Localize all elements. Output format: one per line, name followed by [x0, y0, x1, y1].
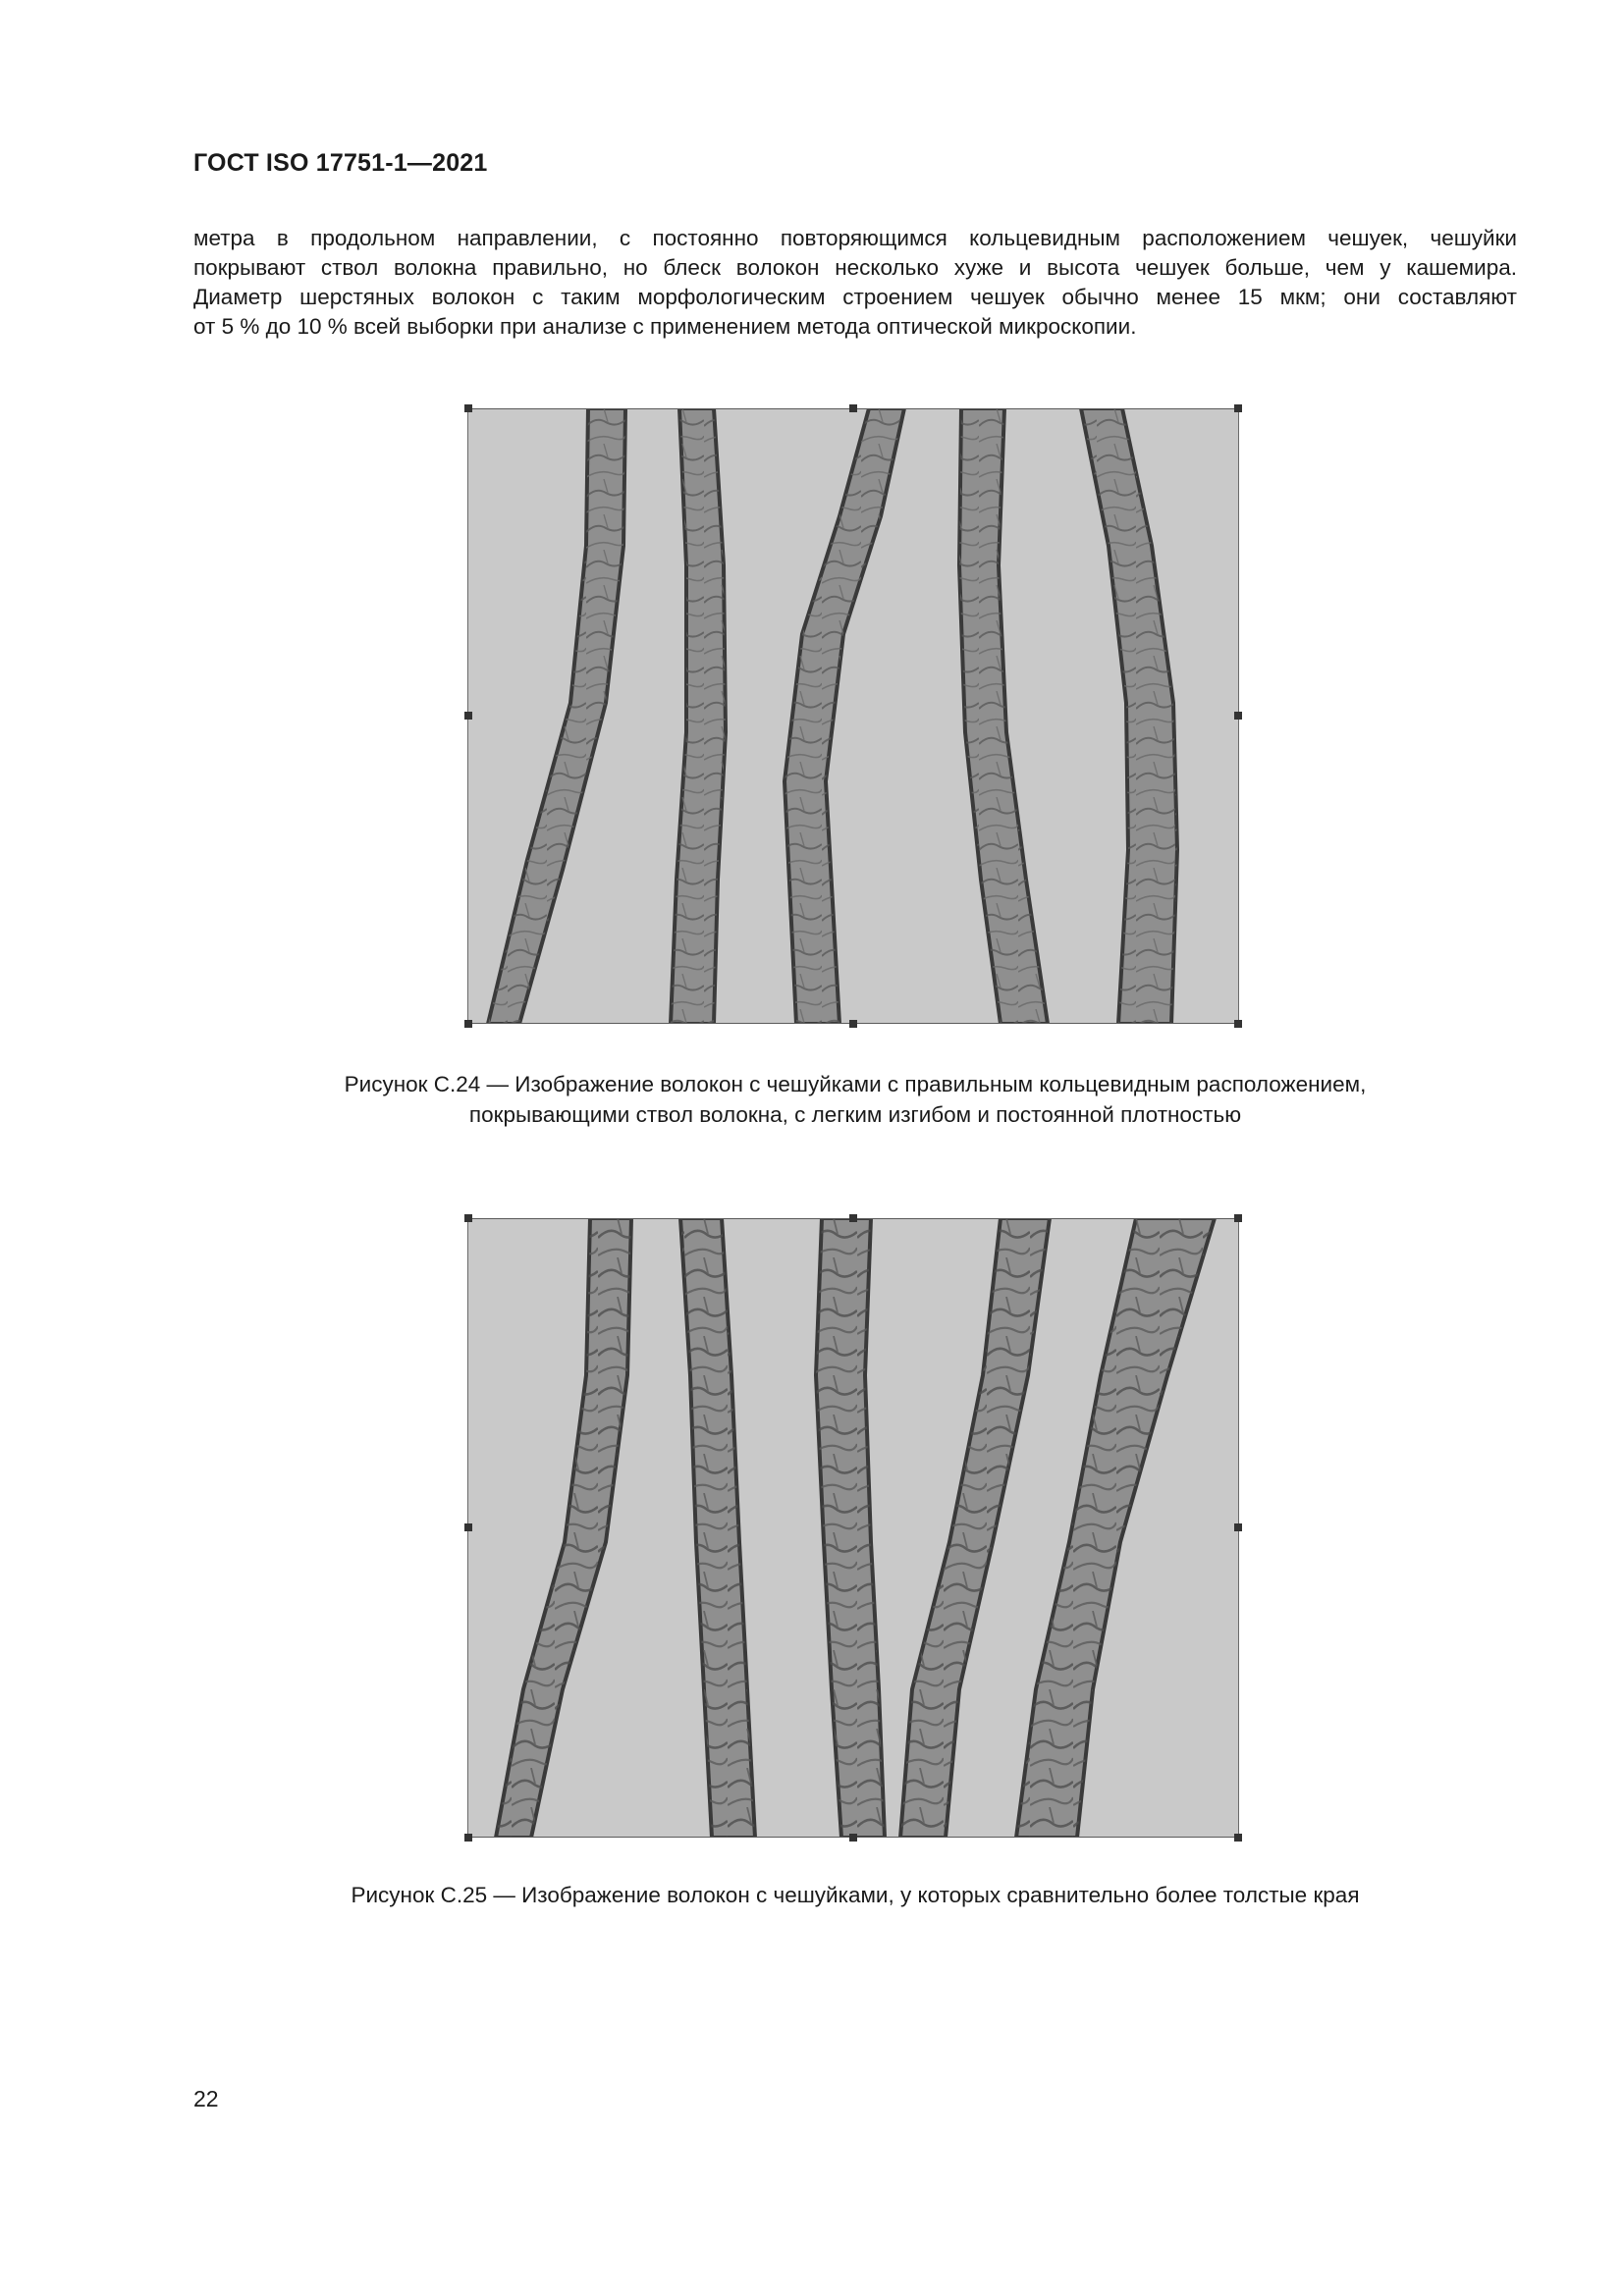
paragraph-line: покрывают ствол волокна правильно, но блеск волокон несколько хуже и высота чешуек больше, чем у кашемира. [193, 255, 1517, 280]
resize-handle [1234, 1523, 1242, 1531]
page-number: 22 [193, 2086, 219, 2111]
resize-handle [1234, 1020, 1242, 1028]
figure-c25-micrograph [467, 1218, 1239, 1838]
paragraph-line: от 5 % до 10 % всей выборки при анализе с применением метода оптической микроскопии. [193, 314, 1137, 339]
resize-handle [849, 1834, 857, 1842]
resize-handle [464, 1214, 472, 1222]
caption-line: Рисунок С.25 — Изображение волокон с чешуйками, у которых сравнительно более толстые края [351, 1883, 1360, 1907]
resize-handle [1234, 1214, 1242, 1222]
fiber-micrograph-image [468, 408, 1238, 1024]
caption-line: Рисунок С.24 — Изображение волокон с чешуйками с правильным кольцевидным расположением, [344, 1072, 1367, 1096]
paragraph-line: метра в продольном направлении, с постоянно повторяющимся кольцевидным расположением чешуек, чешуйки [193, 226, 1517, 250]
figure-c25-caption [193, 1880, 1517, 1910]
resize-handle [464, 1834, 472, 1842]
body-paragraph [193, 224, 1517, 342]
figure-c24-caption [193, 1069, 1517, 1130]
resize-handle [464, 1523, 472, 1531]
document-code-header: ГОСТ ISO 17751-1—2021 [193, 149, 488, 177]
resize-handle [849, 1020, 857, 1028]
fiber-micrograph-image [468, 1218, 1238, 1838]
resize-handle [464, 1020, 472, 1028]
resize-handle [849, 404, 857, 412]
resize-handle [464, 404, 472, 412]
resize-handle [849, 1214, 857, 1222]
resize-handle [464, 712, 472, 720]
resize-handle [1234, 1834, 1242, 1842]
resize-handle [1234, 404, 1242, 412]
paragraph-line: Диаметр шерстяных волокон с таким морфологическим строением чешуек обычно менее 15 мкм; они составляют [193, 285, 1517, 309]
caption-line: покрывающими ствол волокна, с легким изгибом и постоянной плотностью [468, 1102, 1242, 1127]
figure-c24-micrograph [467, 408, 1239, 1024]
resize-handle [1234, 712, 1242, 720]
